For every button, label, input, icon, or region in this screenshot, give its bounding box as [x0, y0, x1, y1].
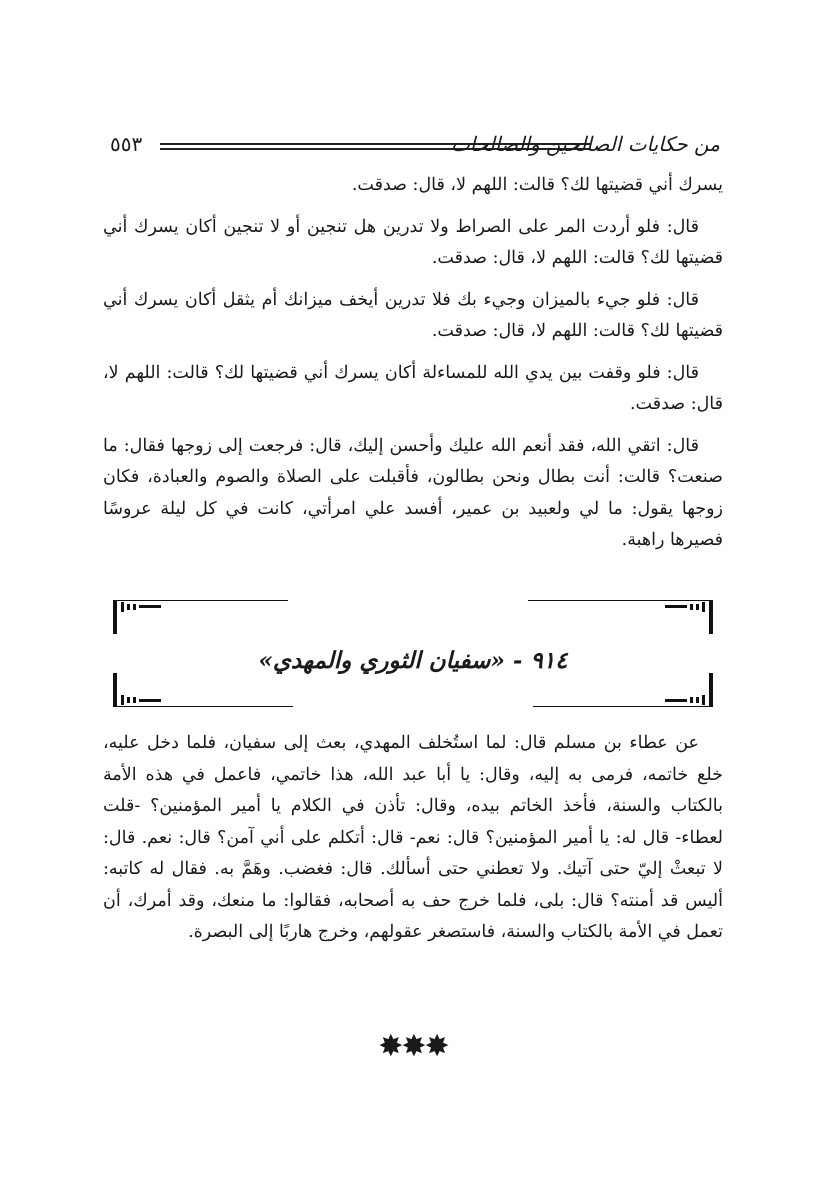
section-title: ٩١٤ - «سفيان الثوري والمهدي» — [258, 647, 568, 674]
paragraph: قال: فلو أردت المر على الصراط ولا تدرين هل تنجين أو لا تنجين أكان يسرك أني قضيتها لك؟ قالت: اللهم لا، قال: صدقت. — [103, 216, 723, 268]
book-title: من حكايات الصالحين والصالحات — [450, 132, 720, 156]
paragraph: قال: اتقي الله، فقد أنعم الله عليك وأحسن إليك، قال: فرجعت إلى زوجها فقال: ما صنعت؟ قالت: أنت بطال ونحن بطالون، فأقبلت على الصلاة والصوم والعبادة، فكان زوجها يقول: ما لي ولعبيد بن عمير، أفسد علي امرأتي، كانت في كل ليلة عروسًا فصيرها راهبة. — [103, 435, 723, 550]
asterism-separator: ✸✸✸ — [378, 1029, 448, 1064]
paragraph: قال: فلو وقفت بين يدي الله للمساءلة أكان يسرك أني قضيتها لك؟ قالت: اللهم لا، قال: صدقت. — [103, 362, 723, 414]
paragraph: عن عطاء بن مسلم قال: لما استُخلف المهدي، بعث إلى سفيان، فلما دخل عليه، خلع خاتمه، فرمى به إليه، وقال: يا أبا عبد الله، هذا خاتمي، فاعمل في هذه الأمة بالكتاب والسنة، فأخذ الخاتم بيده، وقال: تأذن في الكلام يا أمير المؤمنين؟ -قلت لعطاء- قال له: يا أمير المؤمنين؟ قال: نعم- قال: أتكلم على أني آمن؟ قال: نعم. قال: لا تبعثْ إليّ حتى آتيك. ولا تعطني حتى أسألك. قال: فغضب. وهَمَّ به. فقال له كاتبه: أليس قد أمنته؟ قال: بلى، فلما خرج حف به أصحابه، فقالوا: ما منعك، وقد أمرك، أن تعمل في الأمة بالكتاب والسنة، فاستصغر عقولهم، وخرج هاربًا إلى البصرة. — [103, 733, 723, 942]
running-header — [110, 130, 720, 160]
ornament-frame-bottom — [113, 673, 713, 713]
paragraph: يسرك أني قضيتها لك؟ قالت: اللهم لا، قال: صدقت. — [351, 175, 723, 195]
page-number: ٥٥٣ — [110, 132, 143, 156]
ornament-frame-top — [113, 594, 713, 634]
text-block-top — [103, 170, 723, 567]
text-block-section — [103, 728, 723, 949]
paragraph: قال: فلو جيء بالميزان وجيء بك فلا تدرين أيخف ميزانك أم يثقل أكان يسرك أني قضيتها لك؟ قالت: اللهم لا، قال: صدقت. — [103, 289, 723, 341]
